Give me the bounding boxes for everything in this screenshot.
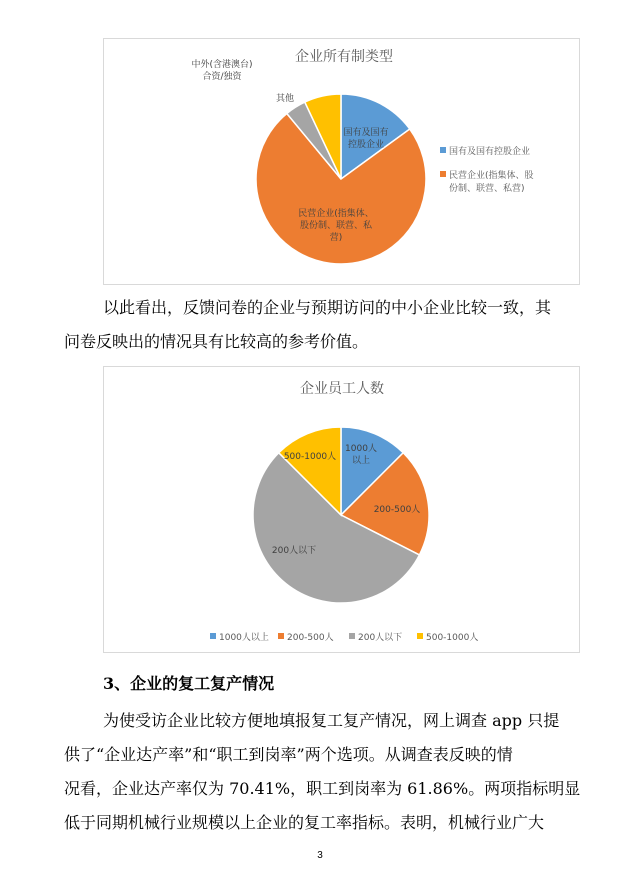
ownership-pie-chart (103, 38, 580, 285)
slice-label-1000-plus: 1000人 (345, 444, 377, 454)
slice-label-1000-plus-2: 以上 (351, 456, 371, 466)
legend-swatch-under-200 (349, 633, 355, 639)
slice-label-other: 其他 (275, 94, 295, 104)
legend-label-under-200: 200人以下 (358, 633, 403, 643)
slice-label-200-500: 200-500人 (373, 505, 421, 515)
slice-label-foreign-2: 合资/独资 (202, 72, 242, 82)
paragraph-2-line-4: 低于同期机械行业规模以上企业的复工率指标。表明，机械行业广大 (64, 813, 545, 832)
legend-label-state-owned: 国有及国有控股企业 (449, 147, 531, 157)
ownership-pie-svg (104, 39, 581, 286)
paragraph-2-line-1: 为使受访企业比较方便地填报复工复产情况，网上调查 app 只提 (103, 711, 560, 730)
legend-label-200-500: 200-500人 (287, 633, 334, 643)
legend-swatch-state-owned (440, 147, 446, 153)
paragraph-1-line-1: 以此看出，反馈问卷的企业与预期访问的中小企业比较一致，其 (103, 298, 552, 317)
legend-label-500-1000: 500-1000人 (426, 633, 479, 643)
paragraph-2-line-3: 况看，企业达产率仅为 70.41%，职工到岗率为 61.86%。两项指标明显 (64, 779, 581, 798)
paragraph-1-line-2: 问卷反映出的情况具有比较高的参考价值。 (64, 332, 369, 351)
legend-label-private-2: 份制、联营、私营) (449, 184, 525, 194)
legend-swatch-1000-plus (210, 633, 216, 639)
slice-label-state-owned: 国有及国有 (343, 128, 389, 138)
slice-label-state-owned-2: 控股企业 (347, 140, 385, 150)
slice-label-foreign: 中外(含港澳台) (191, 60, 253, 70)
slice-label-private-3: 营) (329, 233, 343, 243)
paragraph-2-line-2: 供了“企业达产率”和“职工到岗率”两个选项。从调查表反映的情 (64, 745, 513, 764)
page-number: 3 (317, 850, 323, 861)
slice-label-private-2: 股份制、联营、私 (299, 221, 373, 231)
slice-label-under-200: 200人以下 (271, 546, 317, 556)
section-heading: 3、企业的复工复产情况 (103, 674, 275, 693)
chart-title: 企业所有制类型 (295, 49, 393, 65)
legend-swatch-500-1000 (417, 633, 423, 639)
legend-label-private: 民营企业(指集体、股 (449, 171, 534, 181)
legend-swatch-private (440, 171, 446, 177)
legend-label-1000-plus: 1000人以上 (219, 633, 269, 643)
chart-title: 企业员工人数 (300, 381, 384, 397)
employee-pie-svg (104, 367, 581, 654)
employee-count-pie-chart (103, 366, 580, 653)
slice-label-private: 民营企业(指集体、 (298, 209, 374, 219)
legend-swatch-200-500 (278, 633, 284, 639)
slice-label-500-1000: 500-1000人 (283, 452, 337, 462)
